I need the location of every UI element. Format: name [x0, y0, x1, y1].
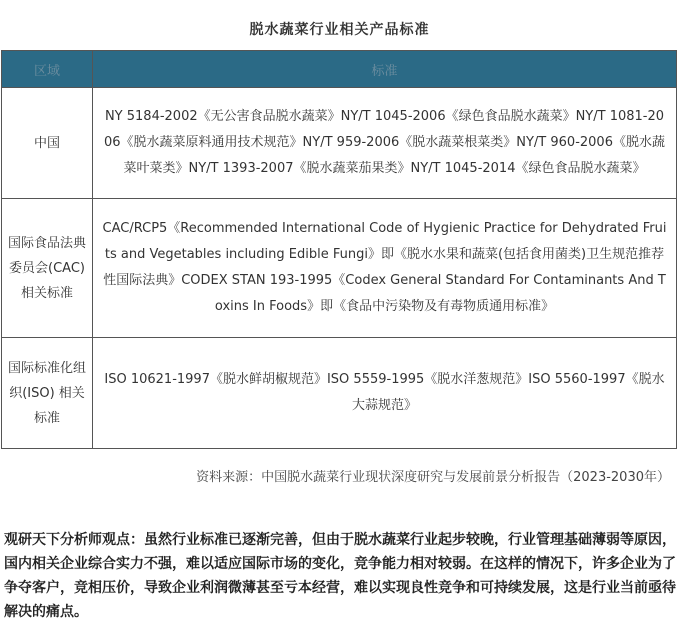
analyst-opinion: 观研天下分析师观点：虽然行业标准已逐渐完善，但由于脱水蔬菜行业起步较晚，行业管理基础薄弱等原因，国内相关企业综合实力不强，难以适应国际市场的变化，竞争能力相对较弱。在这样的情况下，许多企业为了争夺客户，竞相压价，导致企业利润微薄甚至亏本经营，难以实现良性竞争和可持续发展，这是行业当前亟待解决的痛点。	[4, 532, 676, 620]
column-header-region: 区域	[2, 51, 93, 88]
table-row	[2, 338, 677, 449]
standards-cell: CAC/RCP5《Recommended International Code of Hygienic Practice for Dehydrated Fruits and Vegetables including Edible Fungi》即《脱水水果和蔬菜(包括食用菌类)卫生规范推荐性国际法典》CODEX STAN 193-1995《Codex General Standard For Contaminants And Toxins In Foods》即《食品中污染物及有毒物质通用标准》	[93, 199, 677, 338]
region-cell: 国际食品法典委员会(CAC)相关标准	[2, 199, 93, 338]
source-note: 资料来源：中国脱水蔬菜行业现状深度研究与发展前景分析报告（2023-2030年）	[196, 470, 670, 485]
page-title: 脱水蔬菜行业相关产品标准	[249, 22, 430, 38]
standards-table	[1, 50, 677, 449]
table-row	[2, 88, 677, 199]
standards-cell: NY 5184-2002《无公害食品脱水蔬菜》NY/T 1045-2006《绿色食品脱水蔬菜》NY/T 1081-2006《脱水蔬菜原料通用技术规范》NY/T 959-2006《脱水蔬菜根菜类》NY/T 960-2006《脱水蔬菜叶菜类》NY/T 1393-2007《脱水蔬菜茄果类》NY/T 1045-2014《绿色食品脱水蔬菜》	[93, 88, 677, 199]
table-header-row	[2, 51, 677, 88]
region-cell: 中国	[2, 88, 93, 199]
column-header-standard: 标准	[93, 51, 677, 88]
table-row	[2, 199, 677, 338]
region-cell: 国际标准化组织(ISO) 相关标准	[2, 338, 93, 449]
standards-cell: ISO 10621-1997《脱水鲜胡椒规范》ISO 5559-1995《脱水洋葱规范》ISO 5560-1997《脱水大蒜规范》	[93, 338, 677, 449]
